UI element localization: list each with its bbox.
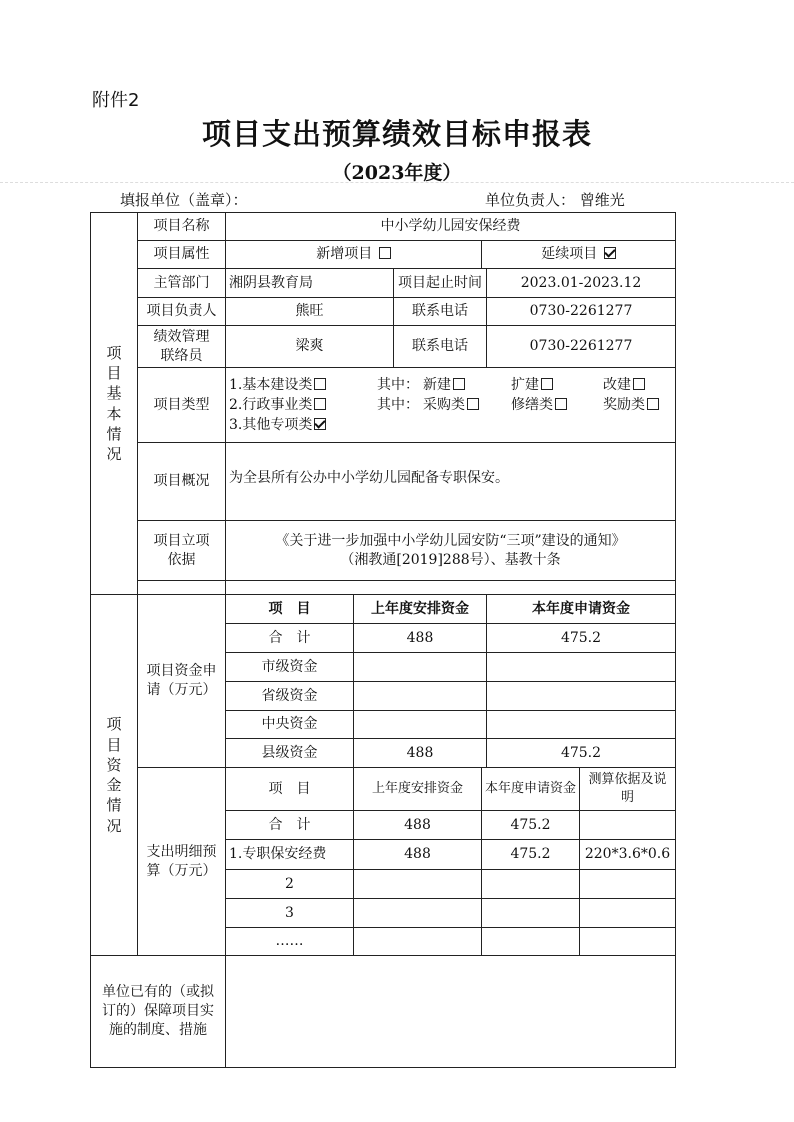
unit-leader-name[interactable]: 曾维光 [579, 191, 625, 209]
type-2-option[interactable]: 2.行政事业类 [229, 395, 377, 415]
detail-row-basis[interactable]: 220*3.6*0.6 [580, 840, 676, 870]
type-1-option[interactable]: 1.基本建设类 [229, 375, 377, 395]
detail-row-curr[interactable] [482, 899, 580, 928]
type-1-rebuild-option[interactable]: 改建 [603, 375, 645, 395]
perf-contact-label: 绩效管理 联络员 [138, 326, 226, 368]
apply-row-prev[interactable] [354, 653, 487, 682]
type-2-purchase-checkbox[interactable] [467, 398, 479, 410]
detail-row-basis[interactable] [580, 811, 676, 840]
manager-phone-field[interactable]: 0730-2261277 [487, 298, 676, 326]
apply-header-prev: 上年度安排资金 [354, 595, 487, 624]
type-3-option[interactable]: 3.其他专项类 [229, 415, 326, 435]
detail-row-prev[interactable] [354, 899, 482, 928]
type-2-repair-checkbox[interactable] [555, 398, 567, 410]
project-name-field[interactable]: 中小学幼儿园安保经费 [226, 213, 676, 241]
detail-row-item: 3 [226, 899, 354, 928]
attr-continue-checkbox[interactable] [604, 247, 616, 259]
perf-phone-label: 联系电话 [394, 326, 487, 368]
attr-new-option[interactable] [226, 241, 482, 269]
detail-row-prev[interactable]: 488 [354, 840, 482, 870]
overview-label: 项目概况 [138, 443, 226, 521]
apply-row-curr[interactable] [487, 711, 676, 739]
unit-leader [485, 189, 625, 210]
detail-header-item: 项 目 [226, 768, 354, 811]
project-type-options: 1.基本建设类 其中： 新建 扩建 改建 2.行政事业类 其中： 采购类 修缮类 奖励类 3.其他专项类 [226, 368, 676, 443]
apply-label: 项目资金申 请（万元） [138, 595, 226, 768]
basic-section-title: 项 目 基 本 情 况 [91, 213, 138, 595]
perf-phone-field[interactable]: 0730-2261277 [487, 326, 676, 368]
type-2-repair-option[interactable]: 修缮类 [511, 395, 603, 415]
apply-header-curr: 本年度申请资金 [487, 595, 676, 624]
detail-header-basis: 测算依据及说明 [580, 768, 676, 811]
apply-header-item: 项 目 [226, 595, 354, 624]
type-3-checkbox[interactable] [314, 418, 326, 430]
type-1-rebuild-checkbox[interactable] [633, 378, 645, 390]
measures-label: 单位已有的（或拟 订的）保障项目实 施的制度、措施 [91, 956, 226, 1068]
detail-row-item: 2 [226, 870, 354, 899]
detail-row-curr[interactable]: 475.2 [482, 811, 580, 840]
dept-field[interactable]: 湘阴县教育局 [226, 269, 394, 298]
detail-row-curr[interactable]: 475.2 [482, 840, 580, 870]
type-2-checkbox[interactable] [314, 398, 326, 410]
measures-field[interactable] [226, 956, 676, 1068]
attr-new-checkbox[interactable] [379, 247, 391, 259]
detail-row-item: 1.专职保安经费 [226, 840, 354, 870]
attr-continue-label: 延续项目 [541, 246, 598, 263]
funds-section-title: 项 目 资 金 情 况 [91, 595, 138, 956]
apply-row-curr[interactable]: 475.2 [487, 739, 676, 768]
apply-row-prev[interactable]: 488 [354, 624, 487, 653]
attr-new-label: 新增项目 [316, 246, 373, 263]
project-name-label: 项目名称 [138, 213, 226, 241]
apply-row-curr[interactable] [487, 682, 676, 711]
basis-label-spacer [138, 581, 226, 595]
scan-dash-line [0, 182, 794, 183]
detail-row-item: …… [226, 928, 354, 956]
basis-label: 项目立项 依据 [138, 521, 226, 581]
manager-phone-label: 联系电话 [394, 298, 487, 326]
detail-row-item: 合 计 [226, 811, 354, 840]
type-1-new-checkbox[interactable] [453, 378, 465, 390]
project-type-label: 项目类型 [138, 368, 226, 443]
type-1-expand-checkbox[interactable] [541, 378, 553, 390]
detail-row-prev[interactable]: 488 [354, 811, 482, 840]
apply-row-item: 市级资金 [226, 653, 354, 682]
attr-continue-option[interactable] [482, 241, 676, 269]
basis-field[interactable]: 《关于进一步加强中小学幼儿园安防“三项”建设的通知》 （湘教通[2019]288号）、基教十条 [226, 521, 676, 581]
detail-row-basis[interactable] [580, 870, 676, 899]
dept-label: 主管部门 [138, 269, 226, 298]
apply-row-prev[interactable] [354, 682, 487, 711]
budget-form-table [90, 212, 676, 1068]
detail-header-prev: 上年度安排资金 [354, 768, 482, 811]
apply-row-prev[interactable] [354, 711, 487, 739]
attachment-label: 附件2 [92, 90, 140, 111]
apply-row-item: 县级资金 [226, 739, 354, 768]
apply-row-curr[interactable]: 475.2 [487, 624, 676, 653]
detail-row-prev[interactable] [354, 870, 482, 899]
detail-row-prev[interactable] [354, 928, 482, 956]
overview-field[interactable]: 为全县所有公办中小学幼儿园配备专职保安。 [226, 443, 676, 521]
project-attribute-label: 项目属性 [138, 241, 226, 269]
type-1-expand-option[interactable]: 扩建 [511, 375, 603, 395]
period-field[interactable]: 2023.01-2023.12 [487, 269, 676, 298]
apply-row-curr[interactable] [487, 653, 676, 682]
form-year: （2023年度） [332, 162, 462, 184]
detail-row-basis[interactable] [580, 928, 676, 956]
type-2-reward-checkbox[interactable] [647, 398, 659, 410]
perf-contact-field[interactable]: 梁爽 [226, 326, 394, 368]
fill-unit-label: 填报单位（盖章）： [120, 191, 248, 209]
detail-row-curr[interactable] [482, 928, 580, 956]
apply-row-item: 中央资金 [226, 711, 354, 739]
period-label: 项目起止时间 [394, 269, 487, 298]
detail-row-basis[interactable] [580, 899, 676, 928]
type-2-purchase-option[interactable]: 采购类 [423, 395, 511, 415]
manager-field[interactable]: 熊旺 [226, 298, 394, 326]
form-title: 项目支出预算绩效目标申报表 [201, 117, 592, 151]
type-2-reward-option[interactable]: 奖励类 [603, 395, 659, 415]
type-1-new-option[interactable]: 新建 [423, 375, 511, 395]
unit-leader-label: 单位负责人： [485, 191, 576, 209]
apply-row-item: 省级资金 [226, 682, 354, 711]
manager-label: 项目负责人 [138, 298, 226, 326]
detail-label: 支出明细预 算（万元） [138, 768, 226, 956]
apply-row-prev[interactable]: 488 [354, 739, 487, 768]
type-1-checkbox[interactable] [314, 378, 326, 390]
detail-row-curr[interactable] [482, 870, 580, 899]
basis-field-spacer [226, 581, 676, 595]
apply-row-item: 合 计 [226, 624, 354, 653]
detail-header-curr: 本年度申请资金 [482, 768, 580, 811]
